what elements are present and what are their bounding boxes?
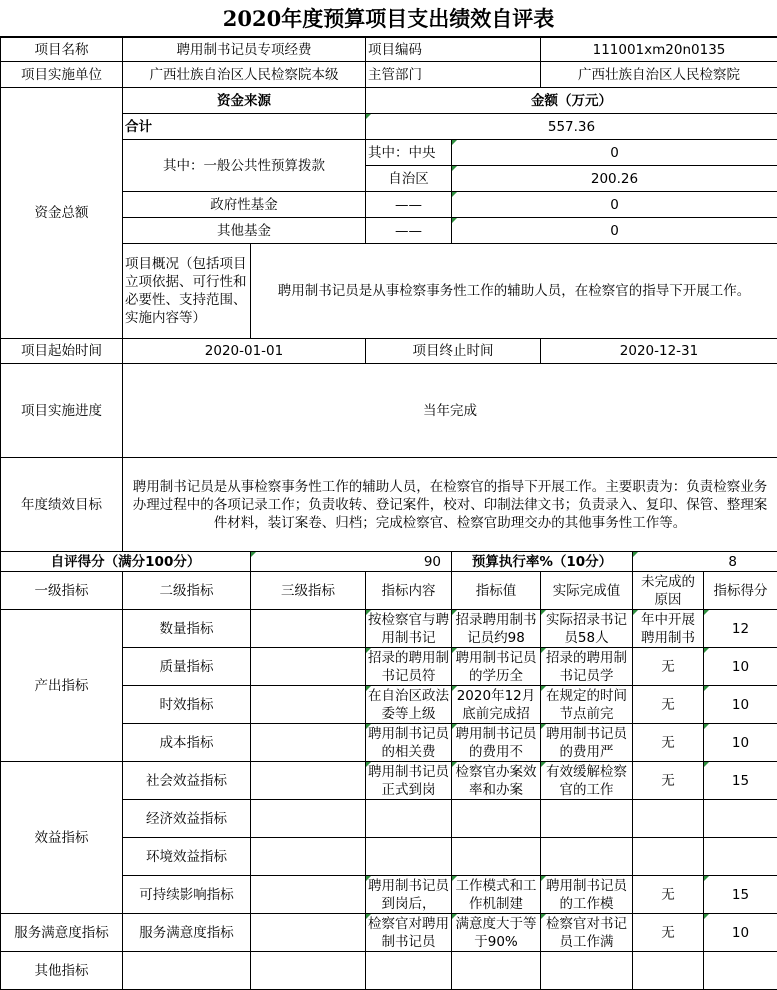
sheet-title: 2020年度预算项目支出绩效自评表	[0, 0, 777, 37]
row-value[interactable]	[452, 838, 541, 876]
funds-other-value[interactable]: 0	[452, 218, 777, 244]
row-reason[interactable]: 无	[633, 914, 704, 952]
row-level3[interactable]	[251, 800, 366, 838]
row-actual[interactable]	[541, 838, 633, 876]
row-level2: 服务满意度指标	[123, 914, 251, 952]
row-value[interactable]: 工作模式和工作机制建	[455, 877, 537, 912]
funds-general-label: 其中：一般公共性预算拨款	[123, 140, 366, 192]
row-actual[interactable]: 检察官对书记员工作满	[546, 915, 627, 950]
row-content[interactable]	[366, 800, 452, 838]
dept-value[interactable]: 广西壮族自治区人民检察院	[541, 62, 777, 88]
row-level3[interactable]	[251, 838, 366, 876]
row-actual[interactable]: 聘用制书记员的工作模	[546, 877, 627, 912]
row-level2: 质量指标	[123, 648, 251, 686]
row-level2[interactable]	[123, 952, 251, 990]
row-value[interactable]: 满意度大于等于90%	[455, 915, 537, 950]
funds-gov-value[interactable]: 0	[452, 192, 777, 218]
row-score[interactable]	[704, 800, 777, 838]
table-row	[1, 952, 777, 990]
table-row	[1, 610, 777, 648]
row-actual[interactable]: 招录的聘用制书记员学	[546, 649, 627, 684]
funds-central-value[interactable]: 0	[452, 140, 777, 166]
funds-central-label: 其中：中央	[366, 140, 452, 166]
funds-region-value[interactable]: 200.26	[452, 166, 777, 192]
row-level2: 社会效益指标	[123, 762, 251, 800]
row-level3[interactable]	[251, 724, 366, 762]
row-value[interactable]: 聘用制书记员的费用不	[455, 725, 537, 760]
table-row	[1, 762, 777, 800]
funds-gov-dash: ——	[366, 192, 452, 218]
funds-region-label: 自治区	[366, 166, 452, 192]
overview-label: 项目概况（包括项目立项依据、可行性和必要性、支持范围、实施内容等）	[123, 244, 251, 339]
header-reason: 未完成的原因	[633, 572, 704, 610]
end-date-value[interactable]: 2020-12-31	[541, 339, 777, 364]
row-content[interactable]	[366, 952, 452, 990]
dept-label: 主管部门	[366, 62, 541, 88]
row-content[interactable]: 聘用制书记员的相关费	[368, 725, 449, 760]
funds-total-value[interactable]: 557.36	[366, 114, 777, 140]
rate-label: 预算执行率%（10分）	[452, 552, 633, 572]
group-benefit: 效益指标	[1, 762, 123, 914]
funds-source-header: 资金来源	[123, 88, 366, 114]
row-level2: 可持续影响指标	[123, 876, 251, 914]
row-actual[interactable]	[541, 800, 633, 838]
row-level3[interactable]	[251, 914, 366, 952]
row-content[interactable]: 招录的聘用制书记员符	[368, 649, 449, 684]
impl-unit-label: 项目实施单位	[1, 62, 123, 88]
header-level2: 二级指标	[123, 572, 251, 610]
score-label: 自评得分（满分100分）	[1, 552, 251, 572]
header-level1: 一级指标	[1, 572, 123, 610]
row-level3[interactable]	[251, 610, 366, 648]
row-level2: 环境效益指标	[123, 838, 251, 876]
funds-label: 资金总额	[1, 88, 123, 339]
row-content[interactable]: 检察官对聘用制书记员	[368, 915, 449, 950]
row-level2: 成本指标	[123, 724, 251, 762]
row-level3[interactable]	[251, 762, 366, 800]
row-value[interactable]: 检察官办案效率和办案	[455, 763, 537, 798]
evaluation-table	[0, 37, 777, 990]
row-level2: 经济效益指标	[123, 800, 251, 838]
row-level3[interactable]	[251, 876, 366, 914]
row-reason[interactable]: 无	[633, 724, 704, 762]
row-score[interactable]	[704, 838, 777, 876]
start-date-value[interactable]: 2020-01-01	[123, 339, 366, 364]
progress-label: 项目实施进度	[1, 364, 123, 458]
end-date-label: 项目终止时间	[366, 339, 541, 364]
row-reason[interactable]: 无	[633, 762, 704, 800]
funds-other-label: 其他基金	[123, 218, 366, 244]
row-actual[interactable]: 在规定的时间节点前完	[546, 687, 627, 722]
row-value[interactable]: 聘用制书记员的学历全	[455, 649, 537, 684]
row-level3[interactable]	[251, 648, 366, 686]
header-value: 指标值	[452, 572, 541, 610]
header-content: 指标内容	[366, 572, 452, 610]
progress-text[interactable]: 当年完成	[123, 364, 777, 458]
rate-value[interactable]: 8	[633, 552, 777, 572]
row-reason[interactable]: 年中开展聘用制书	[641, 611, 695, 646]
group-service: 服务满意度指标	[1, 914, 123, 952]
row-actual[interactable]: 有效缓解检察官的工作	[546, 763, 627, 798]
row-content[interactable]: 聘用制书记员到岗后，	[368, 877, 449, 912]
row-reason[interactable]	[633, 800, 704, 838]
header-score: 指标得分	[704, 572, 777, 610]
goal-label: 年度绩效目标	[1, 458, 123, 552]
row-score[interactable]: 12	[704, 610, 777, 648]
project-name-label: 项目名称	[1, 38, 123, 62]
funds-total-label: 合计	[123, 114, 366, 140]
row-reason[interactable]	[633, 952, 704, 990]
row-score[interactable]: 10	[704, 686, 777, 724]
row-score[interactable]	[704, 952, 777, 990]
funds-gov-label: 政府性基金	[123, 192, 366, 218]
row-level2: 时效指标	[123, 686, 251, 724]
goal-text[interactable]: 聘用制书记员是从事检察事务性工作的辅助人员，在检察官的指导下开展工作。主要职责为：负责检察业务办理过程中的各项记录工作；负责收转、登记案件，校对、印制法律文书；负责录入、复印、保管、整理案件材料，装订案卷、归档；完成检察官、检察官助理交办的其他事务性工作等。	[123, 458, 777, 552]
row-value[interactable]	[452, 800, 541, 838]
row-content[interactable]: 在自治区政法委等上级	[368, 687, 449, 722]
row-value[interactable]	[452, 952, 541, 990]
start-date-label: 项目起始时间	[1, 339, 123, 364]
header-level3: 三级指标	[251, 572, 366, 610]
impl-unit-value[interactable]: 广西壮族自治区人民检察院本级	[123, 62, 366, 88]
row-reason[interactable]: 无	[633, 876, 704, 914]
score-value[interactable]: 90	[251, 552, 452, 572]
row-content[interactable]: 按检察官与聘用制书记	[368, 611, 449, 646]
funds-other-dash: ——	[366, 218, 452, 244]
row-reason[interactable]: 无	[633, 686, 704, 724]
group-output: 产出指标	[1, 610, 123, 762]
row-value[interactable]: 2020年12月底前完成招	[456, 687, 536, 722]
project-code-value[interactable]: 111001xm20n0135	[541, 38, 777, 62]
group-other: 其他指标	[1, 952, 123, 990]
header-actual: 实际完成值	[541, 572, 633, 610]
row-score[interactable]: 10	[704, 724, 777, 762]
row-score[interactable]: 15	[704, 762, 777, 800]
project-name-value[interactable]: 聘用制书记员专项经费	[123, 38, 366, 62]
row-score[interactable]: 15	[704, 876, 777, 914]
row-actual[interactable]: 聘用制书记员的费用严	[546, 725, 627, 760]
row-actual[interactable]: 实际招录书记员58人	[546, 611, 627, 646]
row-reason[interactable]	[633, 838, 704, 876]
row-level3[interactable]	[251, 686, 366, 724]
row-score[interactable]: 10	[704, 914, 777, 952]
row-level3[interactable]	[251, 952, 366, 990]
funds-amount-header: 金额（万元）	[366, 88, 777, 114]
row-score[interactable]: 10	[704, 648, 777, 686]
row-content[interactable]	[366, 838, 452, 876]
row-value[interactable]: 招录聘用制书记员约98	[455, 611, 537, 646]
project-code-label: 项目编码	[366, 38, 541, 62]
row-reason[interactable]: 无	[633, 648, 704, 686]
row-level2: 数量指标	[123, 610, 251, 648]
row-actual[interactable]	[541, 952, 633, 990]
table-row	[1, 914, 777, 952]
row-content[interactable]: 聘用制书记员正式到岗	[368, 763, 449, 798]
overview-text[interactable]: 聘用制书记员是从事检察事务性工作的辅助人员，在检察官的指导下开展工作。	[251, 244, 777, 339]
